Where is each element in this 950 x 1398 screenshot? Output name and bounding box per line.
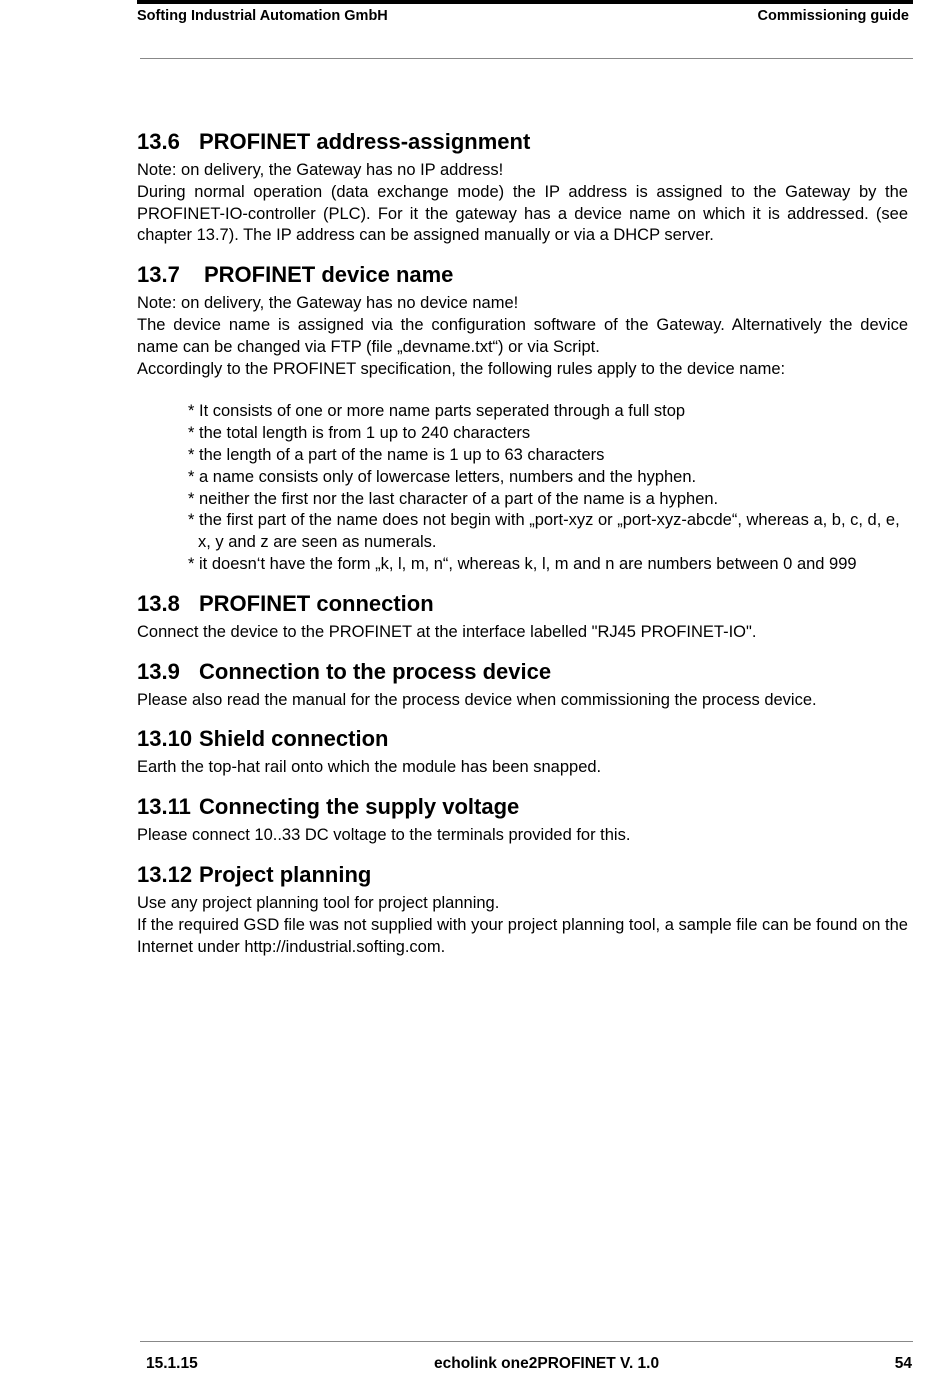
paragraph: Use any project planning tool for project planning. (137, 893, 500, 912)
section-heading (137, 789, 908, 825)
section-heading (137, 721, 908, 757)
paragraph: Please connect 10..33 DC voltage to the terminals provided for this. (137, 826, 631, 845)
section-heading (137, 257, 908, 293)
section-title: Shield connection (199, 726, 389, 752)
section-heading (137, 124, 908, 160)
footer-rule (140, 1341, 913, 1342)
section-title: PROFINET device name (204, 262, 454, 288)
section-13-10 (137, 721, 908, 779)
list-item: * it doesn‘t have the form „k, l, m, n“, whereas k, l, m and n are numbers between 0 and 999 (188, 554, 857, 573)
section-number: 13.7 (137, 262, 180, 288)
section-title: PROFINET address-assignment (199, 129, 531, 154)
footer-date: 15.1.15 (146, 1355, 198, 1372)
header-company: Softing Industrial Automation GmbH (137, 8, 388, 24)
paragraph: During normal operation (data exchange mode) the IP address is assigned to the Gateway by the PROFINET-IO-controller (PLC). For it the gateway has a device name on which it is addressed. (see chapter 13.7). The IP address can be assigned manually or via a DHCP server. (137, 182, 908, 245)
list-item: * the length of a part of the name is 1 up to 63 characters (188, 445, 605, 464)
page-number: 54 (894, 1355, 912, 1372)
section-heading (137, 586, 908, 622)
section-13-7 (137, 257, 908, 576)
section-title: PROFINET connection (199, 590, 434, 616)
section-number: 13.6 (137, 129, 180, 154)
list-item: * a name consists only of lowercase letters, numbers and the hyphen. (188, 467, 697, 486)
section-13-12 (137, 857, 908, 958)
section-number: 13.12 (137, 861, 193, 887)
list-item: * the total length is from 1 up to 240 characters (188, 424, 531, 443)
paragraph: The device name is assigned via the configuration software of the Gateway. Alternatively the device name can be changed via FTP (file „devname.txt“) or via Script. (137, 315, 908, 356)
paragraph: Note: on delivery, the Gateway has no device name! (137, 294, 519, 313)
section-heading (137, 857, 908, 893)
section-13-9 (137, 654, 908, 712)
list-item: * the first part of the name does not begin with „port-xyz or „port-xyz-abcde“, whereas a, b, c, d, e, x, y and z are seen as numerals. (188, 511, 900, 552)
section-title: Project planning (199, 861, 372, 887)
section-number: 13.8 (137, 590, 180, 616)
section-13-11 (137, 789, 908, 847)
paragraph: Please also read the manual for the process device when commissioning the process device. (137, 690, 817, 709)
header-top-bar (137, 0, 913, 4)
paragraph: Accordingly to the PROFINET specification, the following rules apply to the device name: (137, 359, 786, 378)
paragraph: Note: on delivery, the Gateway has no IP address! (137, 161, 504, 179)
section-title: Connection to the process device (199, 658, 552, 684)
section-number: 13.11 (137, 794, 191, 820)
paragraph: If the required GSD file was not supplied with your project planning tool, a sample file can be found on the Internet under http://industrial.softing.com. (137, 915, 908, 956)
section-number: 13.9 (137, 658, 180, 684)
section-13-8 (137, 586, 908, 644)
header-rule (140, 58, 913, 59)
paragraph: Connect the device to the PROFINET at the interface labelled "RJ45 PROFINET-IO". (137, 622, 757, 641)
header-doc-type: Commissioning guide (757, 8, 909, 24)
paragraph: Earth the top-hat rail onto which the module has been snapped. (137, 758, 602, 777)
section-title: Connecting the supply voltage (199, 794, 520, 820)
page-content (137, 124, 908, 968)
device-name-rules-list (188, 401, 908, 575)
section-13-6 (137, 124, 908, 247)
footer-product: echolink one2PROFINET V. 1.0 (434, 1355, 660, 1372)
section-heading (137, 654, 908, 690)
list-item: * It consists of one or more name parts seperated through a full stop (188, 402, 686, 421)
list-item: * neither the first nor the last character of a part of the name is a hyphen. (188, 489, 719, 508)
section-number: 13.10 (137, 726, 193, 752)
